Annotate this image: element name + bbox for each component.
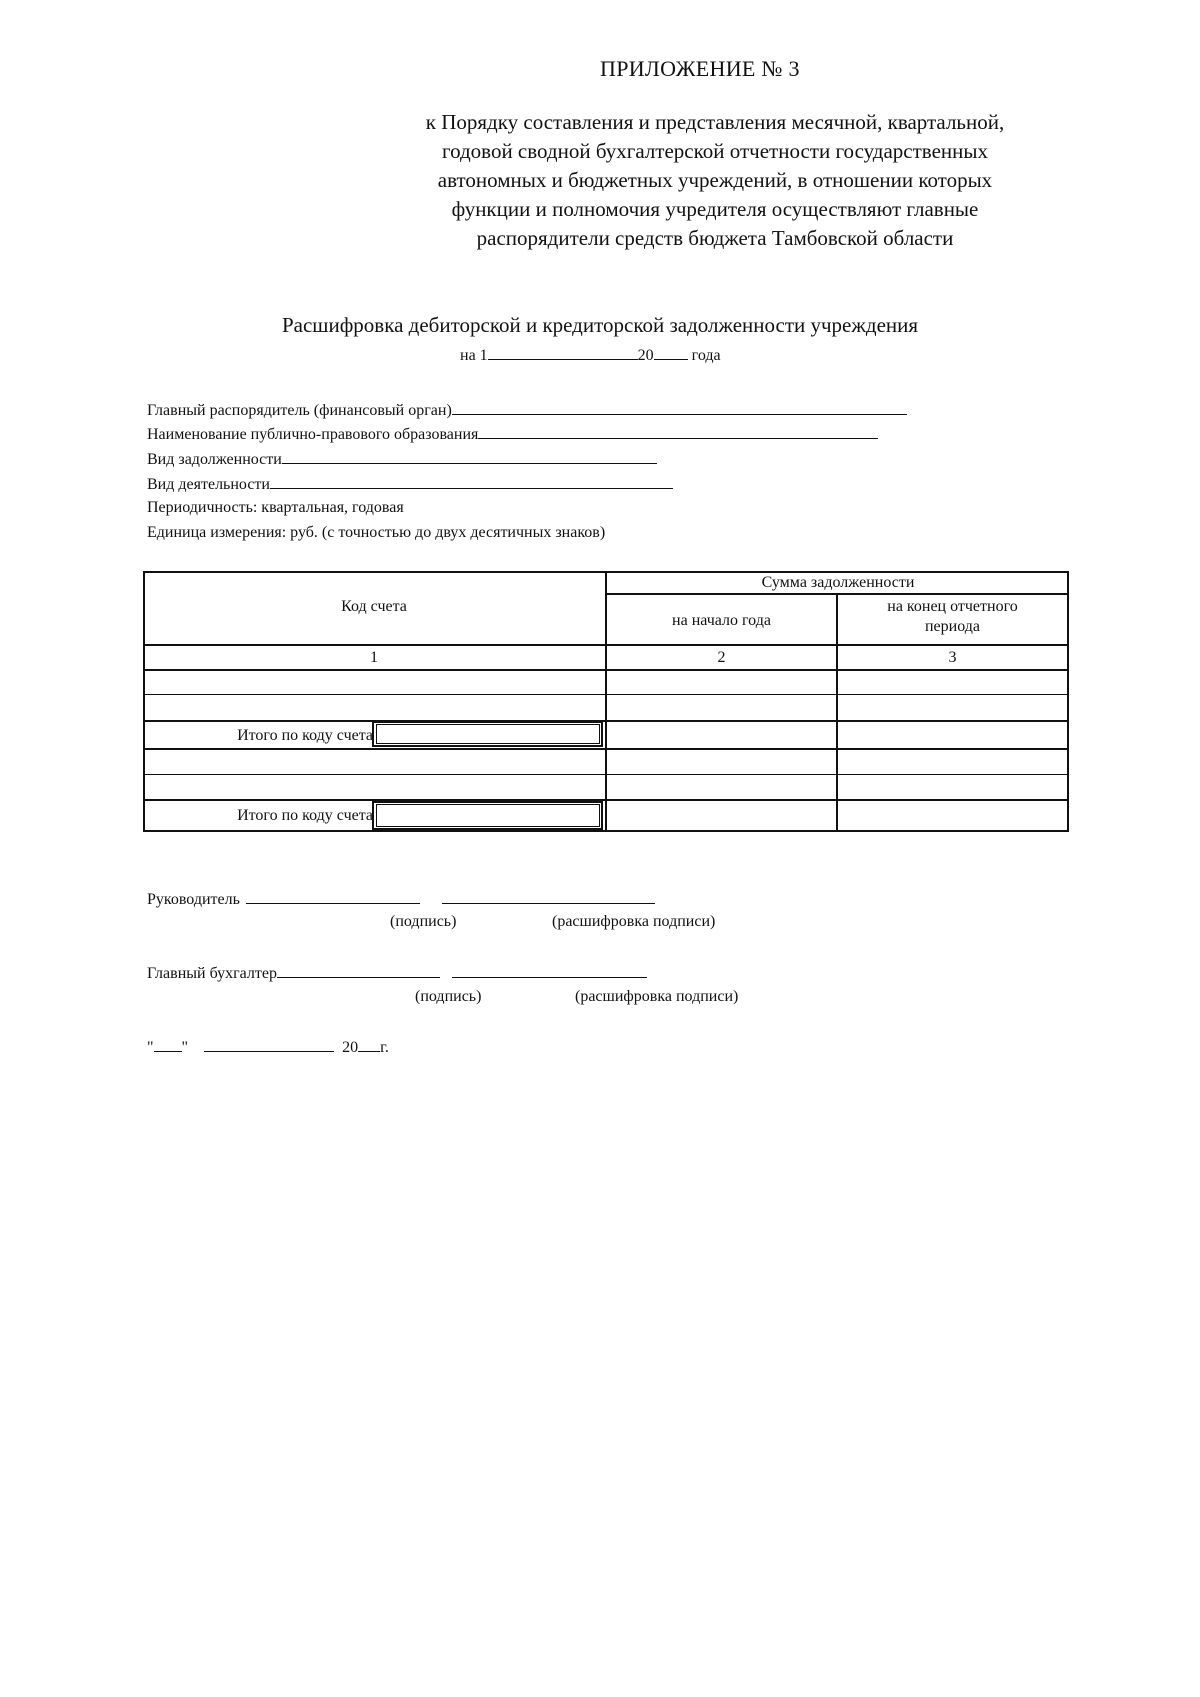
appendix-line: годовой сводной бухгалтерской отчетности государственных (442, 139, 988, 163)
date-quote-close: " (181, 1039, 189, 1056)
appendix-line: к Порядку составления и представления месячной, квартальной, (425, 110, 1005, 134)
chief-accountant-signature-blank (277, 963, 440, 978)
row-line (143, 694, 1069, 695)
total-account-code-box-inner (376, 724, 600, 744)
head-decoding-blank (442, 889, 655, 904)
end-of-period-line: периода (924, 618, 980, 635)
signature-caption: (подпись) (390, 913, 457, 930)
head-signature-blank (246, 889, 420, 904)
date-year-prefix: 20 (342, 1039, 359, 1056)
document-title: Расшифровка дебиторской и кредиторской задолженности учреждения (281, 313, 919, 337)
main-manager-field (147, 400, 907, 420)
debt-type-field (147, 449, 657, 469)
debt-type-blank (282, 449, 657, 464)
activity-type-label: Вид деятельности (147, 476, 270, 493)
end-of-period-header (838, 597, 1067, 637)
date-blank (488, 345, 638, 360)
public-entity-label: Наименование публично-правового образования (147, 426, 479, 443)
main-manager-label: Главный распорядитель (финансовый орган) (147, 402, 452, 419)
number-row-line (143, 669, 1069, 671)
row-line (143, 748, 1069, 750)
report-date-line (460, 345, 721, 365)
date-suffix: года (691, 347, 721, 364)
start-of-year-header: на начало года (672, 612, 771, 629)
date-suffix: г. (380, 1039, 389, 1056)
appendix-line: распорядители средств бюджета Тамбовской области (476, 226, 954, 250)
account-code-header: Код счета (341, 598, 407, 615)
row-line (143, 799, 1069, 801)
activity-type-blank (270, 474, 673, 489)
total-account-code-box-inner (376, 804, 600, 827)
chief-accountant-signature-line (147, 963, 647, 983)
debt-table (143, 571, 1069, 832)
appendix-subtitle (360, 108, 1070, 253)
decoding-caption: (расшифровка подписи) (575, 988, 739, 1005)
activity-type-field (147, 474, 673, 494)
column-number: 3 (948, 649, 957, 666)
year-blank (654, 345, 688, 360)
table-border-right (1067, 571, 1069, 832)
column-number: 1 (370, 649, 378, 666)
appendix-line: функции и полномочия учредителя осуществляют главные (451, 197, 979, 221)
date-year-blank (358, 1037, 380, 1052)
chief-accountant-label: Главный бухгалтер (147, 965, 277, 982)
total-label: Итого по коду счета (237, 727, 373, 744)
date-year-prefix: 20 (637, 347, 654, 364)
signature-date-line (147, 1037, 389, 1057)
public-entity-blank (478, 424, 878, 439)
chief-accountant-decoding-blank (452, 963, 647, 978)
debt-amount-header: Сумма задолженности (761, 574, 915, 591)
column-number: 2 (717, 649, 726, 666)
public-entity-field (147, 424, 878, 444)
decoding-caption: (расшифровка подписи) (552, 913, 716, 930)
date-quote-open: " (147, 1039, 154, 1056)
periodicity-text: Периодичность: квартальная, годовая (147, 499, 404, 516)
unit-text: Единица измерения: руб. (с точностью до двух десятичных знаков) (147, 524, 606, 541)
appendix-line: автономных и бюджетных учреждений, в отношении которых (437, 168, 993, 192)
signature-caption: (подпись) (415, 988, 482, 1005)
total-label: Итого по коду счета (237, 807, 373, 824)
row-line (143, 720, 1069, 722)
end-of-period-line: на конец отчетного (887, 598, 1018, 615)
header-bottom-line (143, 644, 1069, 646)
debt-type-label: Вид задолженности (147, 451, 282, 468)
date-month-blank (204, 1037, 334, 1052)
head-signature-line (147, 889, 655, 909)
group-header-line (605, 593, 1069, 595)
head-label: Руководитель (147, 891, 240, 908)
row-line (143, 774, 1069, 775)
main-manager-blank (452, 400, 907, 415)
appendix-title: ПРИЛОЖЕНИЕ № 3 (600, 56, 800, 81)
date-prefix: на 1 (460, 347, 488, 364)
date-day-blank (154, 1037, 182, 1052)
